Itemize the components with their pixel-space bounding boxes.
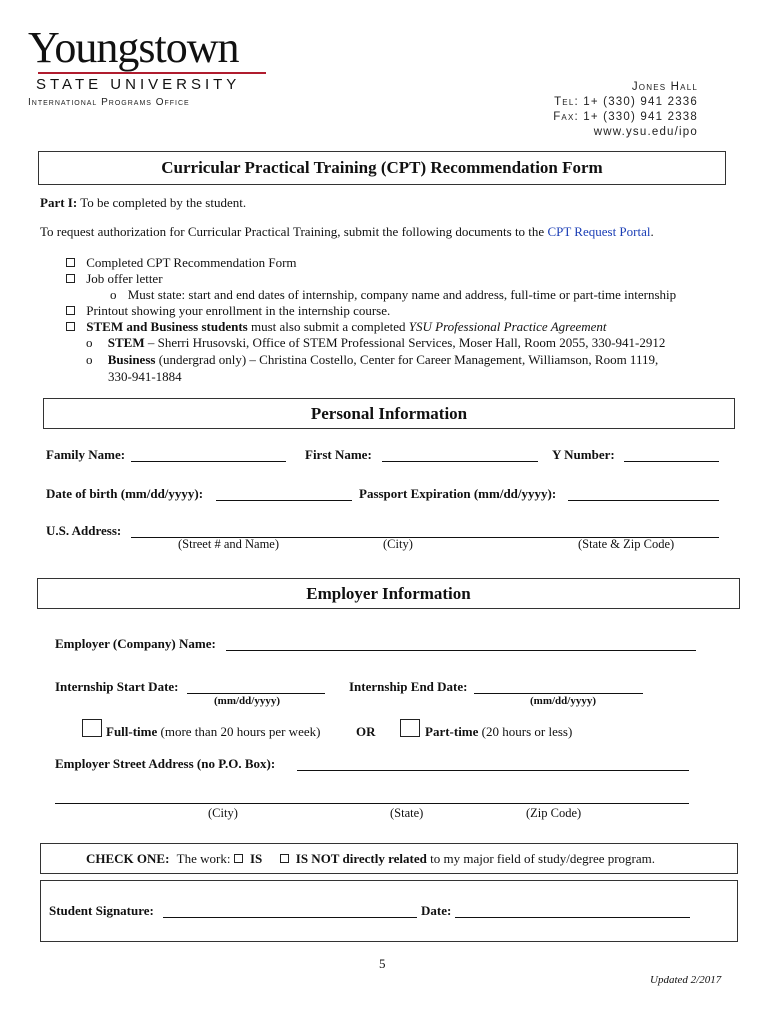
checklist-item: Completed CPT Recommendation Form [66,255,297,271]
fax: Fax: 1+ (330) 941 2338 [553,111,698,123]
student-signature-label: Student Signature: [49,903,154,918]
part-time-label: Part-time (20 hours or less) [425,724,573,739]
checkbox[interactable] [66,306,75,315]
full-time-label: Full-time (more than 20 hours per week) [106,724,321,739]
end-date-hint: (mm/dd/yyyy) [530,695,596,707]
instruction-line: To request authorization for Curricular Practical Training, submit the following documents to the CPT Request Portal. [40,224,654,239]
logo-rule [38,72,266,74]
checklist-subitem: o Must state: start and end dates of internship, company name and address, full-time or part-time internship [110,287,677,302]
us-address-field[interactable] [131,523,719,538]
page-number: 5 [379,956,386,971]
updated-date: Updated 2/2017 [650,974,722,986]
checkbox[interactable] [66,322,75,331]
telephone: Tel: 1+ (330) 941 2336 [554,96,698,108]
website[interactable]: www.ysu.edu/ipo [593,126,698,138]
checklist-subitem: o Business (undergrad only) – Christina Costello, Center for Career Management, Williamson, Room 1119, [86,352,659,367]
end-date-label: Internship End Date: [349,679,468,694]
start-date-field[interactable] [187,679,325,694]
state-zip-hint: (State & Zip Code) [578,537,675,551]
family-name-label: Family Name: [46,447,126,462]
dob-label: Date of birth (mm/dd/yyyy): [46,486,204,501]
or-label: OR [356,724,376,739]
family-name-field[interactable] [131,447,286,462]
checklist-item: Printout showing your enrollment in the internship course. [66,303,390,319]
start-date-hint: (mm/dd/yyyy) [214,695,280,707]
city-hint: (City) [383,537,413,551]
checklist-item: Job offer letter [66,271,163,287]
part-one-label: Part I: [40,195,78,210]
passport-label: Passport Expiration (mm/dd/yyyy): [359,486,557,501]
checkbox[interactable] [66,274,75,283]
company-name-label: Employer (Company) Name: [55,636,216,651]
employer-state-hint: (State) [390,806,424,820]
start-date-label: Internship Start Date: [55,679,179,694]
part-one-text: To be completed by the student. [80,195,247,210]
is-checkbox[interactable] [234,854,243,863]
employer-street-label: Employer Street Address (no P.O. Box): [55,756,276,771]
is-not-checkbox[interactable] [280,854,289,863]
student-signature-field[interactable] [163,903,417,918]
cpt-portal-link[interactable]: CPT Request Portal [547,224,651,239]
university-logo-wordmark: Youngstown [28,23,239,72]
employer-street-field[interactable] [297,756,689,771]
instruction-text: To request authorization for Curricular Practical Training, submit the following documents to the [40,224,545,239]
checklist-subitem-continued: 330-941-1884 [108,369,182,384]
company-name-field[interactable] [226,636,696,651]
street-hint: (Street # and Name) [178,537,280,551]
first-name-field[interactable] [382,447,538,462]
office-name: International Programs Office [28,97,190,108]
end-date-field[interactable] [474,679,643,694]
signature-date-field[interactable] [455,903,690,918]
dob-field[interactable] [216,486,352,501]
full-time-checkbox[interactable] [82,719,102,737]
signature-date-label: Date: [421,903,452,918]
employer-information-header: Employer Information [37,578,740,609]
employer-zip-hint: (Zip Code) [526,806,582,820]
us-address-label: U.S. Address: [46,523,122,538]
checklist-subitem: o STEM – Sherri Hrusovski, Office of STEM Professional Services, Moser Hall, Room 2055, 330-941-2912 [86,335,666,350]
y-number-label: Y Number: [552,447,615,462]
employer-city-state-zip-field[interactable] [55,789,689,804]
checkbox[interactable] [66,258,75,267]
part-one-line [40,195,246,211]
form-title: Curricular Practical Training (CPT) Recommendation Form [38,151,726,185]
checklist-item: STEM and Business students must also submit a completed YSU Professional Practice Agreement [66,319,607,335]
y-number-field[interactable] [624,447,719,462]
first-name-label: First Name: [305,447,372,462]
passport-field[interactable] [568,486,719,501]
university-logo-subtitle: STATE UNIVERSITY [36,76,241,93]
building-name: Jones Hall [631,81,698,93]
part-time-checkbox[interactable] [400,719,420,737]
employer-city-hint: (City) [208,806,238,820]
personal-information-header: Personal Information [43,398,735,429]
check-one-line: CHECK ONE: The work: IS IS NOT directly related to my major field of study/degree program. [86,851,656,866]
